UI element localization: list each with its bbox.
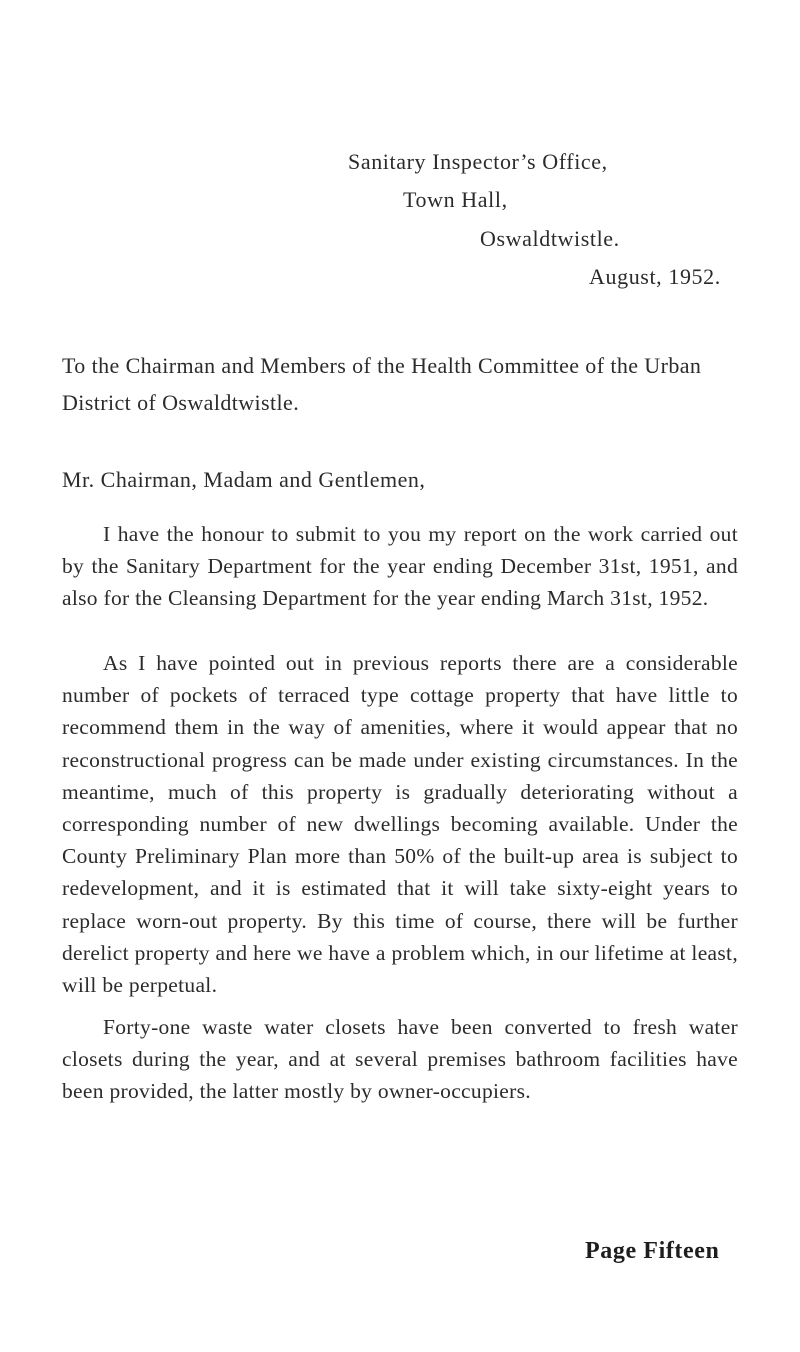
addressee: To the Chairman and Members of the Health Committee of the Urban District of Oswaldtwistle.: [62, 353, 702, 415]
body-paragraph-1: I have the honour to submit to you my report on the work carried out by the Sanitary Department for the year ending December 31st, 1951, and also for the Cleansing Department for the year ending March 31st, 1952.: [62, 522, 738, 611]
body-paragraph-2: As I have pointed out in previous reports there are a considerable number of pockets of terraced type cottage property that have little to recommend them in the way of amenities, where it would appear that no reconstructional progress can be made under existing circumstances. In the meantime, much of this property is gradually deteriorating without a corresponding number of new dwellings becoming available. Under the County Preliminary Plan more than 50% of the built-up area is subject to redevelopment, and it is estimated that it will take sixty-eight years to replace worn-out property. By this time of course, there will be further derelict property and here we have a problem which, in our lifetime at least, will be perpetual.: [62, 651, 738, 998]
page-number: Page Fifteen: [585, 1238, 720, 1264]
header-town: Oswaldtwistle.: [480, 226, 620, 251]
header-office: Sanitary Inspector’s Office,: [348, 149, 608, 174]
body-paragraph-3: Forty-one waste water closets have been converted to fresh water closets during the year, and at several premises bathroom facilities have been provided, the latter mostly by owner-occupiers.: [62, 1015, 738, 1104]
greeting: Mr. Chairman, Madam and Gentlemen,: [62, 467, 426, 492]
header-building: Town Hall,: [403, 187, 508, 212]
header-date: August, 1952.: [589, 264, 721, 289]
